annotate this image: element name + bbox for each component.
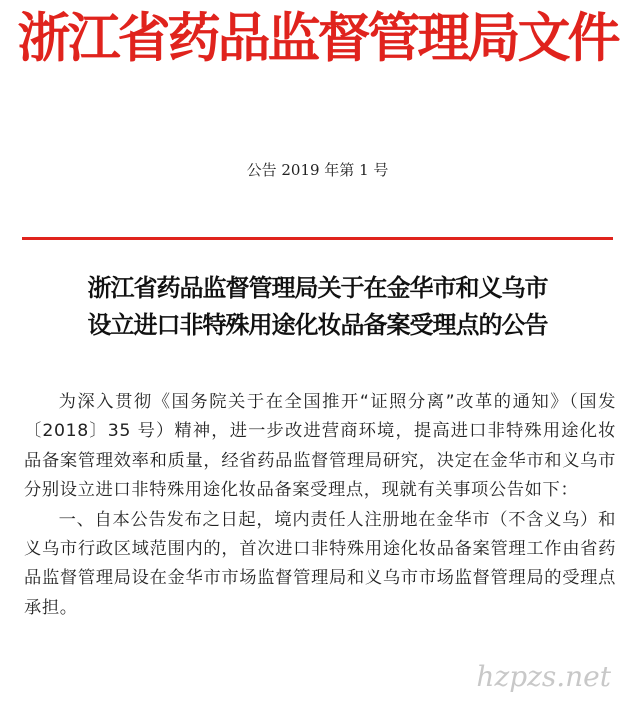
notice-title-line-2: 设立进口非特殊用途化妆品备案受理点的公告	[87, 311, 548, 339]
document-number: 公告 2019 年第 1 号	[246, 161, 389, 179]
header-divider-rule	[22, 237, 613, 240]
body-paragraph-intro: 为深入贯彻《国务院关于在全国推开“证照分离”改革的通知》（国发〔2018〕35 号）精神，进一步改进营商环境，提高进口非特殊用途化妆品备案管理效率和质量，经省药品监督管理局研究，决定在金华市和义乌市分别设立进口非特殊用途化妆品备案受理点，现就有关事项公告如下：	[24, 392, 616, 501]
body-paragraph-item-1: 一、自本公告发布之日起，境内责任人注册地在金华市（不含义乌）和义乌市行政区域范围内的，首次进口非特殊用途化妆品备案管理工作由省药品监督管理局设在金华市市场监督管理局和义乌市市场监督管理局的受理点承担。	[24, 509, 616, 618]
notice-title-line-1: 浙江省药品监督管理局关于在金华市和义乌市	[87, 274, 548, 302]
agency-title: 浙江省药品监督管理局文件	[17, 7, 618, 69]
site-watermark: hzpzs.net	[476, 660, 611, 693]
notice-body	[24, 388, 616, 623]
notice-title	[0, 270, 635, 344]
